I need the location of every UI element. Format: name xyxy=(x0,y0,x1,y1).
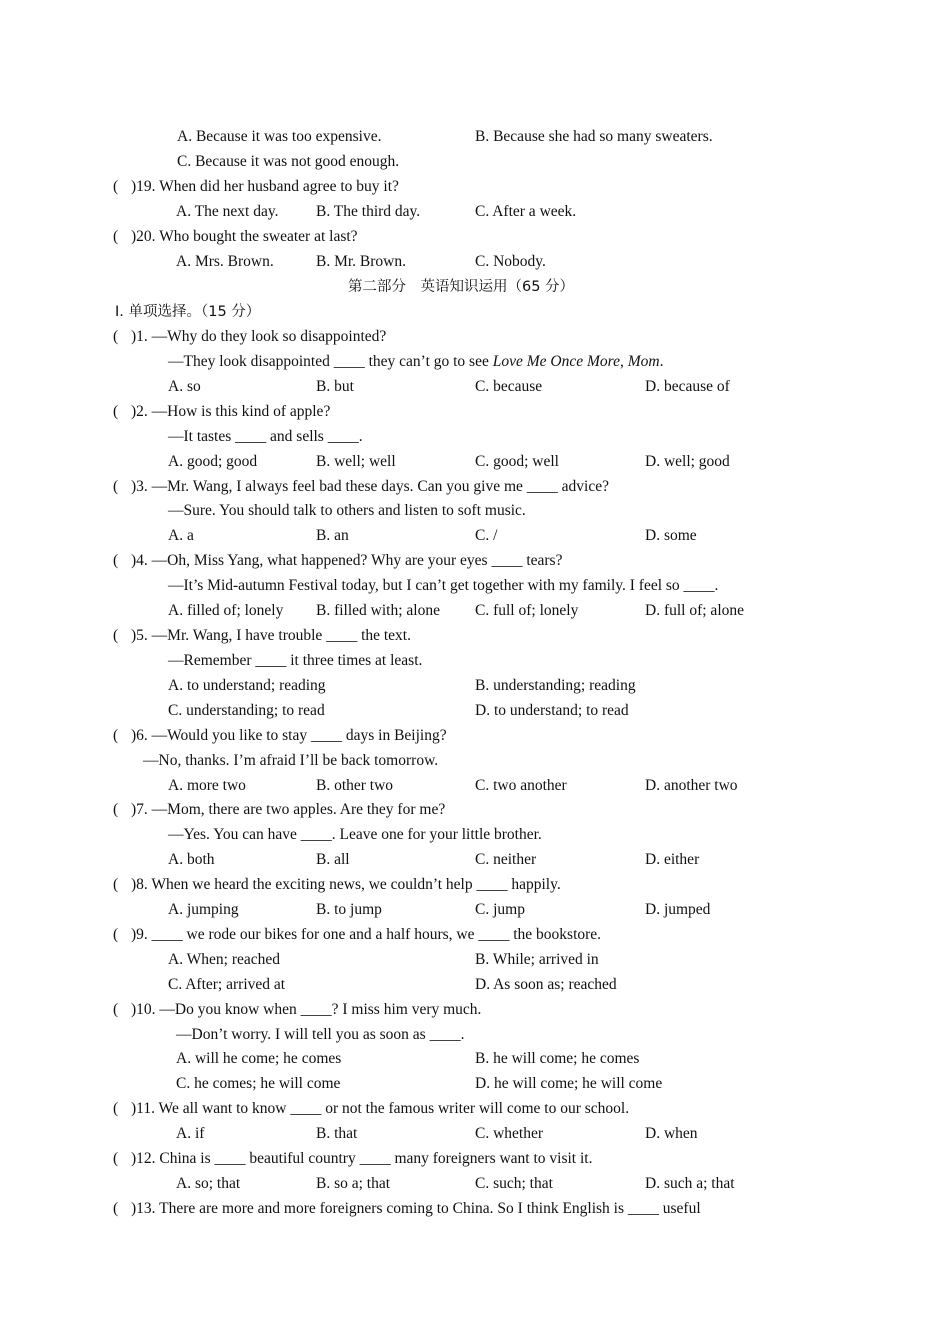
q1-option-a: A. so xyxy=(168,378,201,395)
q6-option-a: A. more two xyxy=(168,777,246,794)
q4-option-d: D. full of; alone xyxy=(645,602,745,619)
q11-option-a: A. if xyxy=(176,1125,205,1142)
section-title: Ⅰ. 单项选择。（15 分） xyxy=(115,304,261,320)
q13-answer-paren: ( xyxy=(113,1200,119,1217)
q2-option-b: B. well; well xyxy=(316,453,396,470)
q6-answer-paren: ( xyxy=(113,727,119,744)
q18-option-a: A. Because it was too expensive. xyxy=(177,128,382,145)
q9-stem: )9. ____ we rode our bikes for one and a half hours, we ____ the bookstore. xyxy=(131,926,602,943)
q8-option-d: D. jumped xyxy=(645,901,711,918)
q18-option-c: C. Because it was not good enough. xyxy=(177,153,400,170)
part-title: 第二部分 英语知识运用（65 分） xyxy=(348,279,575,295)
q12-option-b: B. so a; that xyxy=(316,1175,391,1192)
q8-option-a: A. jumping xyxy=(168,901,239,918)
q7-option-b: B. all xyxy=(316,851,350,868)
q1-movie-title: Love Me Once More, Mom xyxy=(492,353,660,370)
q20-option-c: C. Nobody. xyxy=(475,253,546,270)
q3-option-a: A. a xyxy=(168,527,194,544)
q1-reply xyxy=(168,352,663,372)
q10-option-a: A. will he come; he comes xyxy=(176,1050,342,1067)
q5-option-d: D. to understand; to read xyxy=(475,702,629,719)
q7-stem: )7. —Mom, there are two apples. Are they for me? xyxy=(131,801,446,818)
q10-option-c: C. he comes; he will come xyxy=(176,1075,341,1092)
q9-option-d: D. As soon as; reached xyxy=(475,976,617,993)
q1-option-d: D. because of xyxy=(645,378,730,395)
q1-option-c: C. because xyxy=(475,378,543,395)
q10-answer-paren: ( xyxy=(113,1001,119,1018)
q8-option-c: C. jump xyxy=(475,901,525,918)
q1-reply-text: —They look disappointed ____ they can’t go to see xyxy=(168,353,493,370)
q19-answer-paren: ( xyxy=(113,178,119,195)
q3-answer-paren: ( xyxy=(113,478,119,495)
q12-option-a: A. so; that xyxy=(176,1175,241,1192)
q2-stem: )2. —How is this kind of apple? xyxy=(131,403,331,420)
q11-stem: )11. We all want to know ____ or not the famous writer will come to our school. xyxy=(131,1100,630,1117)
q2-reply: —It tastes ____ and sells ____. xyxy=(168,428,363,445)
q4-option-c: C. full of; lonely xyxy=(475,602,579,619)
q4-stem: )4. —Oh, Miss Yang, what happened? Why are your eyes ____ tears? xyxy=(131,552,563,569)
q11-answer-paren: ( xyxy=(113,1100,119,1117)
q10-option-b: B. he will come; he comes xyxy=(475,1050,640,1067)
q10-reply: —Don’t worry. I will tell you as soon as ____. xyxy=(176,1026,465,1043)
q18-option-b: B. Because she had so many sweaters. xyxy=(475,128,713,145)
q20-stem: )20. Who bought the sweater at last? xyxy=(131,228,358,245)
q1-option-b: B. but xyxy=(316,378,354,395)
q11-option-d: D. when xyxy=(645,1125,698,1142)
q3-option-d: D. some xyxy=(645,527,697,544)
q20-option-b: B. Mr. Brown. xyxy=(316,253,406,270)
q6-option-b: B. other two xyxy=(316,777,394,794)
q2-option-d: D. well; good xyxy=(645,453,730,470)
q6-stem: )6. —Would you like to stay ____ days in Beijing? xyxy=(131,727,447,744)
q5-reply: —Remember ____ it three times at least. xyxy=(168,652,423,669)
q19-option-c: C. After a week. xyxy=(475,203,577,220)
q1-stem: )1. —Why do they look so disappointed? xyxy=(131,328,387,345)
q6-option-c: C. two another xyxy=(475,777,567,794)
q3-option-b: B. an xyxy=(316,527,349,544)
q9-option-c: C. After; arrived at xyxy=(168,976,286,993)
q1-answer-paren: ( xyxy=(113,328,119,345)
q5-stem: )5. —Mr. Wang, I have trouble ____ the text. xyxy=(131,627,411,644)
q8-answer-paren: ( xyxy=(113,876,119,893)
q2-option-a: A. good; good xyxy=(168,453,258,470)
q2-answer-paren: ( xyxy=(113,403,119,420)
q11-option-b: B. that xyxy=(316,1125,358,1142)
q5-answer-paren: ( xyxy=(113,627,119,644)
q4-reply: —It’s Mid-autumn Festival today, but I can’t get together with my family. I feel so ____. xyxy=(168,577,719,594)
q9-option-a: A. When; reached xyxy=(168,951,281,968)
q3-reply: —Sure. You should talk to others and listen to soft music. xyxy=(168,502,526,519)
q5-option-b: B. understanding; reading xyxy=(475,677,636,694)
q20-answer-paren: ( xyxy=(113,228,119,245)
q6-option-d: D. another two xyxy=(645,777,738,794)
q19-option-b: B. The third day. xyxy=(316,203,421,220)
q1-reply-end: . xyxy=(659,353,664,370)
q7-option-d: D. either xyxy=(645,851,700,868)
q13-stem: )13. There are more and more foreigners coming to China. So I think English is ____ useful xyxy=(131,1200,701,1217)
q20-option-a: A. Mrs. Brown. xyxy=(176,253,274,270)
q8-option-b: B. to jump xyxy=(316,901,382,918)
q12-option-c: C. such; that xyxy=(475,1175,553,1192)
q5-option-c: C. understanding; to read xyxy=(168,702,325,719)
q2-option-c: C. good; well xyxy=(475,453,559,470)
q4-option-a: A. filled of; lonely xyxy=(168,602,284,619)
q6-reply: —No, thanks. I’m afraid I’ll be back tomorrow. xyxy=(143,752,439,769)
q7-answer-paren: ( xyxy=(113,801,119,818)
q4-answer-paren: ( xyxy=(113,552,119,569)
q7-option-a: A. both xyxy=(168,851,215,868)
q9-answer-paren: ( xyxy=(113,926,119,943)
q10-stem: )10. —Do you know when ____? I miss him very much. xyxy=(131,1001,482,1018)
q19-stem: )19. When did her husband agree to buy it? xyxy=(131,178,399,195)
q12-stem: )12. China is ____ beautiful country ____ many foreigners want to visit it. xyxy=(131,1150,593,1167)
q3-stem: )3. —Mr. Wang, I always feel bad these days. Can you give me ____ advice? xyxy=(131,478,609,495)
q5-option-a: A. to understand; reading xyxy=(168,677,326,694)
q8-stem: )8. When we heard the exciting news, we couldn’t help ____ happily. xyxy=(131,876,561,893)
q7-reply: —Yes. You can have ____. Leave one for your little brother. xyxy=(168,826,542,843)
q7-option-c: C. neither xyxy=(475,851,537,868)
q4-option-b: B. filled with; alone xyxy=(316,602,440,619)
q19-option-a: A. The next day. xyxy=(176,203,279,220)
q12-answer-paren: ( xyxy=(113,1150,119,1167)
q3-option-c: C. / xyxy=(475,527,498,544)
q10-option-d: D. he will come; he will come xyxy=(475,1075,663,1092)
q11-option-c: C. whether xyxy=(475,1125,544,1142)
q9-option-b: B. While; arrived in xyxy=(475,951,599,968)
q12-option-d: D. such a; that xyxy=(645,1175,735,1192)
